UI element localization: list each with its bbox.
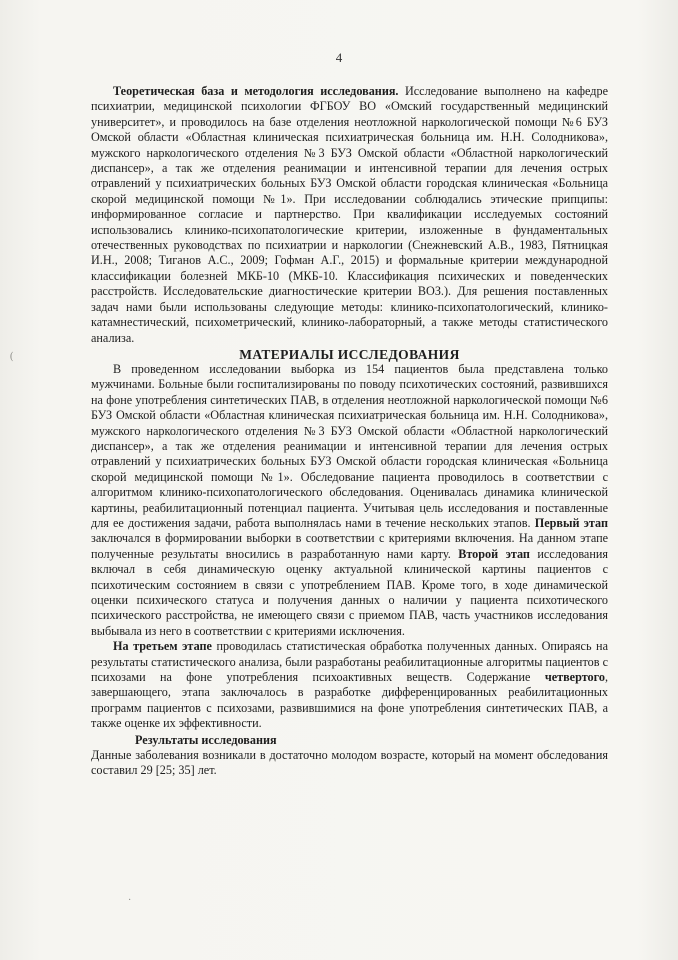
materials-heading: МАТЕРИАЛЫ ИССЛЕДОВАНИЯ	[239, 346, 460, 362]
materials-text-d: проводилась статистическая обработка полученных данных. Опираясь на результаты статистического анализа, были разработаны реабилитационные алгоритмы пациентов с психозами на фоне употребления психоактивных веществ. Содержание	[91, 639, 608, 685]
materials-text-a: В проведенном исследовании выборка из 154 пациентов была представлена только мужчинами. Больные были госпитализированы по поводу психотических состояний, развившихся на фоне употребления синтетических ПАВ, в отделения неотложной наркологической помощи №6 БУЗ Омской области «Областная клиническая психиатрическая больница им. Н.Н. Солодникова», мужского наркологического отделения №3 БУЗ Омской области «Областной наркологический диспансер», а так же отделения реанимации и интенсивной терапии для лечения острых отравлений у психиатрических больных БУЗ Омской области городская клиническая «Больница скорой медицинской помощи №1». Обследование пациента проводилось в соответствии с алгоритмом клинико-психопатологического обследования. Оценивалась динамика клинической картины, реабилитационный потенциал пациента. Учитывая цель исследования и поставленные для ее достижения задачи, работа выполнялась нами в течение нескольких этапов.	[91, 361, 608, 530]
methodology-paragraph	[91, 84, 608, 346]
results-paragraph: Данные заболевания возникали в достаточно молодом возрасте, который на момент обследования составил 29 [25; 35] лет.	[91, 747, 608, 778]
stage3-label: На третьем этапе	[113, 639, 212, 654]
methodology-text: Исследование выполнено на кафедре психиатрии, медицинской психологии ФГБОУ ВО «Омский государственный медицинский университет», и проводилось на базе отделения неотложной наркологической помощи №6 БУЗ Омской области «Областная клиническая психиатрическая больница им. Н.Н. Солодникова», мужского наркологического отделения №3 БУЗ Омской области «Областной наркологический диспансер», а так же отделения реанимации и интенсивной терапии для лечения острых отравлений у психиатрических больных БУЗ Омской области городская клиническая «Больница скорой медицинской помощи №1». При исследовании соблюдались этические припципы: информированное согласие и партнерство. При квалификации исследуемых состояний использовались клинико-психопатологические критерии, изложенные в фундаментальных отечественных руководствах по психиатрии и наркологии (Снежневский А.В., 1983, Пятницкая И.Н., 2008; Тиганов А.С., 2009; Гофман А.Г., 2015) и формальные критерии международной классификации болезней МКБ-10 (МКБ-10. Классификация психических и поведенческих расстройств. Исследовательские диагностические критерии ВОЗ.). Для решения поставленных задач нами были использованы следующие методы: клинико-психопатологический, клинико-катамнестический, психометрический, клинико-лабораторный, а также методы статистического анализа.	[91, 84, 608, 345]
stage4-label: четвертого	[544, 670, 605, 685]
materials-paragraph-1	[91, 362, 608, 639]
scan-speck: ·	[128, 895, 132, 906]
results-heading: Результаты исследования	[135, 732, 277, 747]
materials-text-b: заключался в формировании выборки в соответствии с критериями включения. На данном этапе полученные результаты вносились в разработанную нами карту.	[91, 531, 608, 561]
page-number: 4	[335, 50, 343, 65]
stage1-label: Первый этап	[534, 515, 608, 530]
document-body	[91, 84, 608, 778]
stage2-label: Второй этап	[458, 546, 530, 561]
materials-paragraph-2	[91, 639, 608, 731]
methodology-title: Теоретическая база и методология исследования.	[113, 84, 399, 98]
materials-text-c: исследования включал в себя динамическую оценку актуальной клинической картины пациентов с психотическим состоянием в связи с употреблением ПАВ. Кроме того, в ходе динамической оценки психического статуса и получения данных о наличии у пациента психотического психического расстройства, не имеющего связи с приемом ПАВ, часть участников исследования выбывала из него в соответствии с критериями исключения.	[91, 546, 608, 638]
materials-text-e: , завершающего, этапа заключалось в разработке дифференцированных реабилитационных программ пациентов с психозами, развившимися на фоне употребления синтетических ПАВ, а также оценке их эффективности.	[91, 670, 608, 731]
scan-speck: (	[10, 351, 14, 362]
